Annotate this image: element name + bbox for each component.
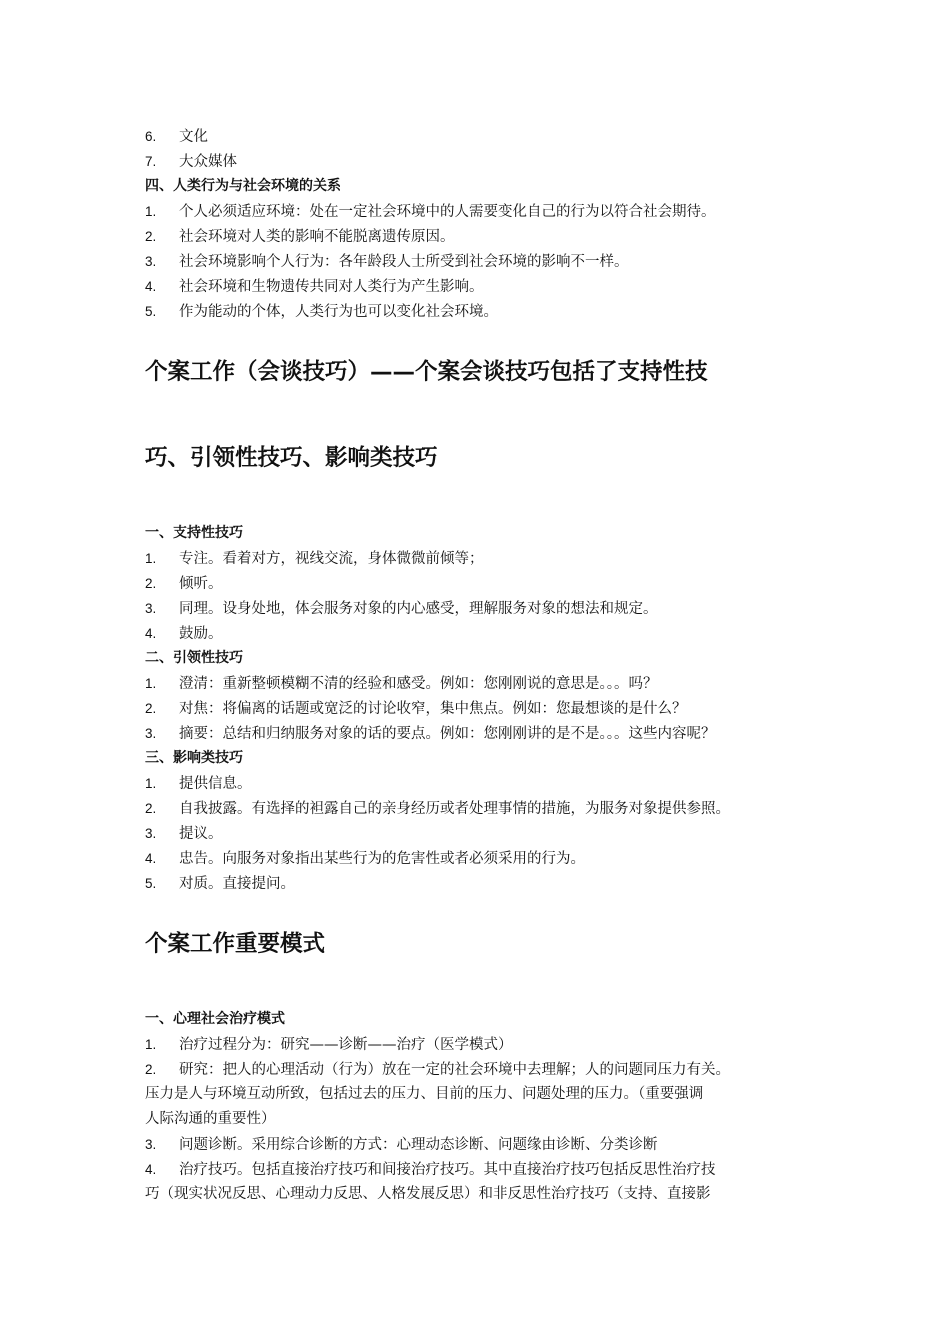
- list-text: 自我披露。有选择的袒露自己的亲身经历或者处理事情的措施，为服务对象提供参照。: [179, 801, 730, 817]
- list-text: 对焦：将偏离的话题或宽泛的讨论收窄，集中焦点。例如：您最想谈的是什么？: [179, 701, 687, 717]
- list-text: 治疗过程分为：研究——诊断——治疗（医学模式）: [179, 1037, 513, 1053]
- list-text: 对质。直接提问。: [179, 876, 295, 892]
- list-number: 4.: [145, 279, 157, 294]
- list-item: [145, 546, 825, 571]
- list-item: [145, 771, 825, 796]
- list-text: 同理。设身处地，体会服务对象的内心感受，理解服务对象的想法和规定。: [179, 601, 658, 617]
- list-text: 澄清：重新整顿模糊不清的经验和感受。例如：您刚刚说的意思是。。。吗？: [179, 676, 658, 692]
- list-item: [145, 1032, 825, 1057]
- list-number: 6.: [145, 129, 157, 144]
- list-item: [145, 299, 825, 324]
- list-item: [145, 796, 825, 821]
- list-item: [145, 124, 825, 149]
- list-item: [145, 249, 825, 274]
- list-item: [145, 821, 825, 846]
- list-item: [145, 1057, 825, 1082]
- list-text: 提议。: [179, 826, 223, 842]
- list-item: [145, 224, 825, 249]
- list-item: [145, 621, 825, 646]
- subheading-relations: 四、人类行为与社会环境的关系: [145, 178, 341, 194]
- heading-interview-line2: 巧、引领性技巧、影响类技巧: [145, 445, 438, 471]
- list-item-continuation: 压力是人与环境互动所致，包括过去的压力、目前的压力、问题处理的压力。（重要强调: [145, 1086, 704, 1102]
- list-text: 社会环境和生物遗传共同对人类行为产生影响。: [179, 279, 484, 295]
- list-item: [145, 721, 825, 746]
- list-number: 2.: [145, 229, 157, 244]
- list-number: 7.: [145, 154, 157, 169]
- list-item: [145, 871, 825, 896]
- list-number: 1.: [145, 776, 157, 791]
- list-text: 忠告。向服务对象指出某些行为的危害性或者必须采用的行为。: [179, 851, 585, 867]
- list-number: 2.: [145, 576, 157, 591]
- list-text: 社会环境影响个人行为：各年龄段人士所受到社会环境的影响不一样。: [179, 254, 629, 270]
- list-number: 1.: [145, 1037, 157, 1052]
- list-text: 大众媒体: [179, 154, 237, 170]
- list-item: [145, 696, 825, 721]
- list-item: [145, 846, 825, 871]
- list-number: 3.: [145, 826, 157, 841]
- heading-interview-line1: 个案工作（会谈技巧）——个案会谈技巧包括了支持性技: [145, 359, 708, 385]
- list-number: 2.: [145, 701, 157, 716]
- list-number: 5.: [145, 876, 157, 891]
- list-number: 3.: [145, 601, 157, 616]
- list-number: 1.: [145, 204, 157, 219]
- list-number: 1.: [145, 551, 157, 566]
- list-text: 社会环境对人类的影响不能脱离遗传原因。: [179, 229, 455, 245]
- list-text: 鼓励。: [179, 626, 223, 642]
- list-item: [145, 1157, 825, 1182]
- list-text: 倾听。: [179, 576, 223, 592]
- list-number: 1.: [145, 676, 157, 691]
- list-item-continuation: 巧（现实状况反思、心理动力反思、人格发展反思）和非反思性治疗技巧（支持、直接影: [145, 1186, 711, 1202]
- document-content: [145, 124, 825, 1207]
- list-number: 2.: [145, 1062, 157, 1077]
- subheading-support: 一、支持性技巧: [145, 525, 243, 541]
- list-text: 个人必须适应环境：处在一定社会环境中的人需要变化自己的行为以符合社会期待。: [179, 204, 716, 220]
- subheading-psychosocial: 一、心理社会治疗模式: [145, 1011, 285, 1027]
- list-number: 5.: [145, 304, 157, 319]
- subheading-lead: 二、引领性技巧: [145, 650, 243, 666]
- list-number: 3.: [145, 254, 157, 269]
- list-number: 3.: [145, 726, 157, 741]
- list-item: [145, 671, 825, 696]
- list-text: 研究：把人的心理活动（行为）放在一定的社会环境中去理解；人的问题同压力有关。: [179, 1062, 730, 1078]
- list-text: 摘要：总结和归纳服务对象的话的要点。例如：您刚刚讲的是不是。。。这些内容呢？: [179, 726, 716, 742]
- list-item-continuation: 人际沟通的重要性）: [145, 1111, 276, 1127]
- list-text: 作为能动的个体，人类行为也可以变化社会环境。: [179, 304, 498, 320]
- list-number: 3.: [145, 1137, 157, 1152]
- list-item: [145, 596, 825, 621]
- list-number: 2.: [145, 801, 157, 816]
- list-text: 提供信息。: [179, 776, 252, 792]
- list-number: 4.: [145, 851, 157, 866]
- list-item: [145, 571, 825, 596]
- list-item: [145, 149, 825, 174]
- subheading-influence: 三、影响类技巧: [145, 750, 243, 766]
- list-text: 治疗技巧。包括直接治疗技巧和间接治疗技巧。其中直接治疗技巧包括反思性治疗技: [179, 1162, 716, 1178]
- list-text: 专注。看着对方，视线交流，身体微微前倾等；: [179, 551, 484, 567]
- list-item: [145, 274, 825, 299]
- list-item: [145, 199, 825, 224]
- list-item: [145, 1132, 825, 1157]
- list-text: 问题诊断。采用综合诊断的方式：心理动态诊断、问题缘由诊断、分类诊断: [179, 1137, 658, 1153]
- heading-models: 个案工作重要模式: [145, 931, 326, 957]
- list-number: 4.: [145, 1162, 157, 1177]
- list-number: 4.: [145, 626, 157, 641]
- list-text: 文化: [179, 129, 208, 145]
